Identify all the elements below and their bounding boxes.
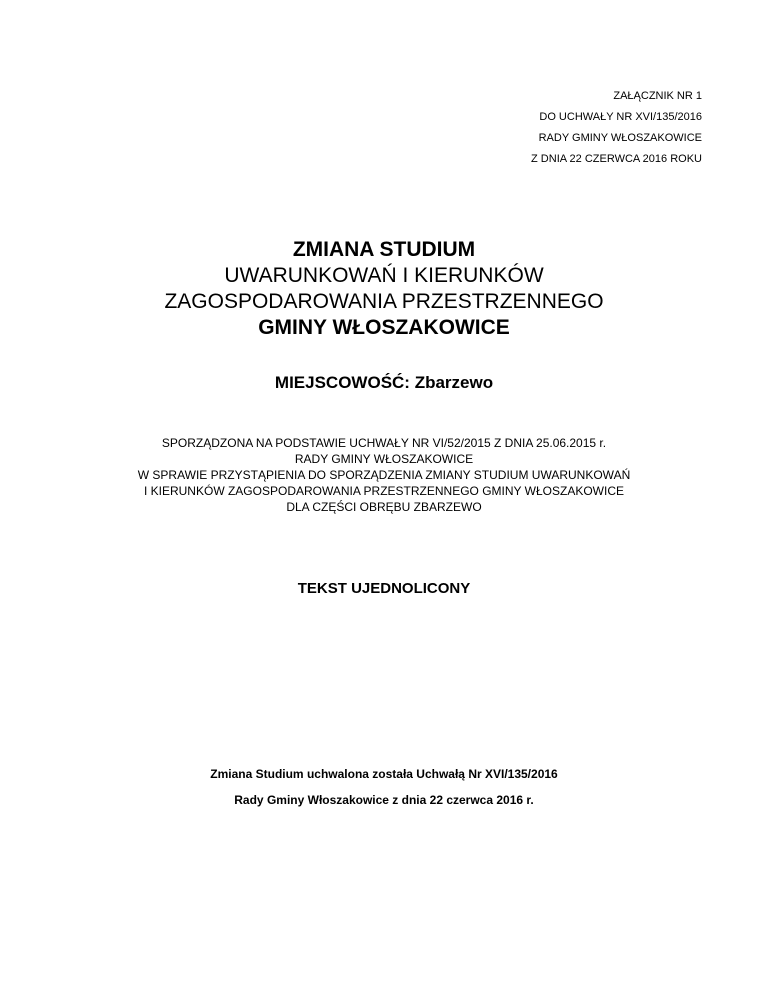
title-line-2: UWARUNKOWAŃ I KIERUNKÓW (224, 264, 544, 287)
annex-line-2: DO UCHWAŁY NR XVI/135/2016 (539, 111, 702, 123)
adoption-line-2: Rady Gminy Włoszakowice z dnia 22 czerwca 2016 r. (234, 793, 534, 807)
title-line-4: GMINY WŁOSZAKOWICE (258, 316, 510, 339)
annex-line-1: ZAŁĄCZNIK NR 1 (613, 90, 702, 102)
title-line-3: ZAGOSPODAROWANIA PRZESTRZENNEGO (164, 290, 604, 313)
unified-text-heading: TEKST UJEDNOLICONY (297, 580, 471, 597)
basis-line-2: RADY GMINY WŁOSZAKOWICE (294, 452, 474, 466)
annex-header (531, 86, 702, 170)
basis-line-5: DLA CZĘŚCI OBRĘBU ZBARZEWO (286, 500, 482, 514)
annex-line-3: RADY GMINY WŁOSZAKOWICE (538, 132, 702, 144)
basis-line-1: SPORZĄDZONA NA PODSTAWIE UCHWAŁY NR VI/52/2015 Z DNIA 25.06.2015 r. (161, 436, 607, 450)
basis-line-4: I KIERUNKÓW ZAGOSPODAROWANIA PRZESTRZENNEGO GMINY WŁOSZAKOWICE (143, 484, 625, 498)
basis-line-3: W SPRAWIE PRZYSTĄPIENIA DO SPORZĄDZENIA ZMIANY STUDIUM UWARUNKOWAŃ (137, 468, 631, 482)
annex-line-4: Z DNIA 22 CZERWCA 2016 ROKU (531, 153, 702, 165)
locality-heading: MIEJSCOWOŚĆ: Zbarzewo (274, 373, 494, 392)
title-line-1: ZMIANA STUDIUM (292, 238, 476, 261)
document-title (0, 237, 768, 341)
adoption-line-1: Zmiana Studium uchwalona została Uchwałą Nr XVI/135/2016 (210, 767, 558, 781)
adoption-note (0, 761, 768, 813)
legal-basis (0, 435, 768, 515)
